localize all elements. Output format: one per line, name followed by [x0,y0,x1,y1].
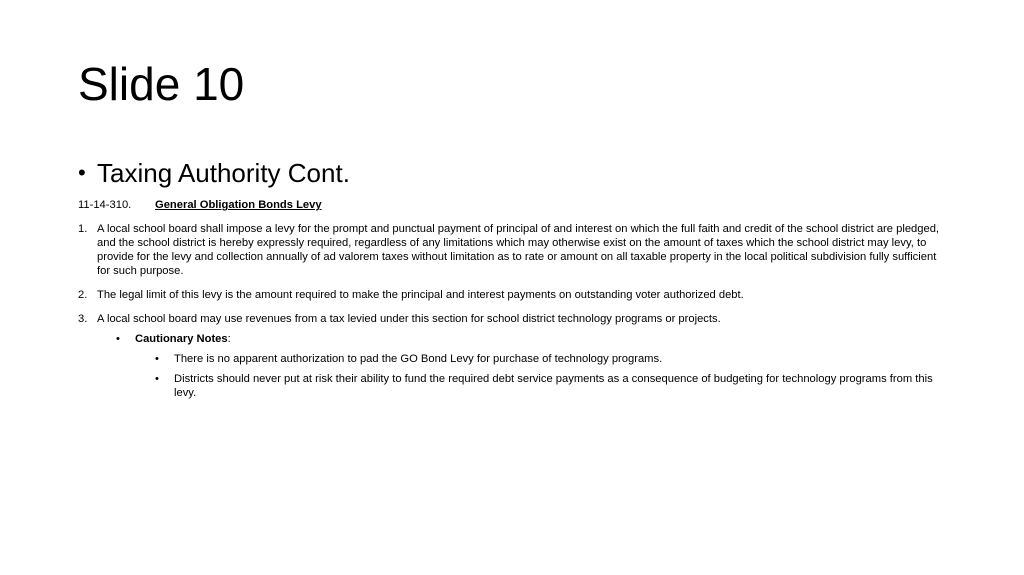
list-item-text: The legal limit of this levy is the amount required to make the principal and interest payments on outstanding voter authorized debt. [97,289,744,301]
list-item-text: A local school board may use revenues from a tax levied under this section for school district technology programs or projects. [97,313,721,325]
list-item-number: 3. [78,313,88,325]
bullet-icon: • [155,353,159,365]
list-item-number: 1. [78,223,88,235]
main-bullet-text: Taxing Authority Cont. [97,158,350,188]
caution-label: Cautionary Notes [135,333,228,345]
caution-colon: : [227,333,231,345]
bullet-icon: • [155,373,159,385]
caution-point [155,352,948,366]
list-item [78,222,948,278]
list-item [78,288,948,302]
list-item-number: 2. [78,289,88,301]
list-item [78,312,948,326]
caution-notes [116,332,948,346]
list-item-text: A local school board shall impose a levy for the prompt and punctual payment of principal of and interest on which the full faith and credit of the school district are pledged, and the school district is hereby expressly required, regardless of any limitations which may otherwise exist on the amount of taxes which the school district may levy, to provide for the levy and collection annually of ad valorem taxes without limitation as to rate or amount on all taxable property in the local political subdivision fully sufficient for such purpose. [97,223,940,277]
caution-point-text: Districts should never put at risk their ability to fund the required debt service payments as a consequence of budgeting for technology programs from this levy. [174,373,933,399]
bullet-icon: • [78,160,86,185]
statute-heading: General Obligation Bonds Levy [155,199,322,211]
main-bullet [78,156,350,190]
statute-number: 11-14-310. [78,199,132,211]
slide-title: Slide 10 [78,58,245,110]
caution-point [155,372,948,400]
slide-body [78,198,948,406]
bullet-icon: • [116,333,120,345]
statute-heading-row [78,198,948,212]
caution-point-text: There is no apparent authorization to pad the GO Bond Levy for purchase of technology programs. [174,353,663,365]
